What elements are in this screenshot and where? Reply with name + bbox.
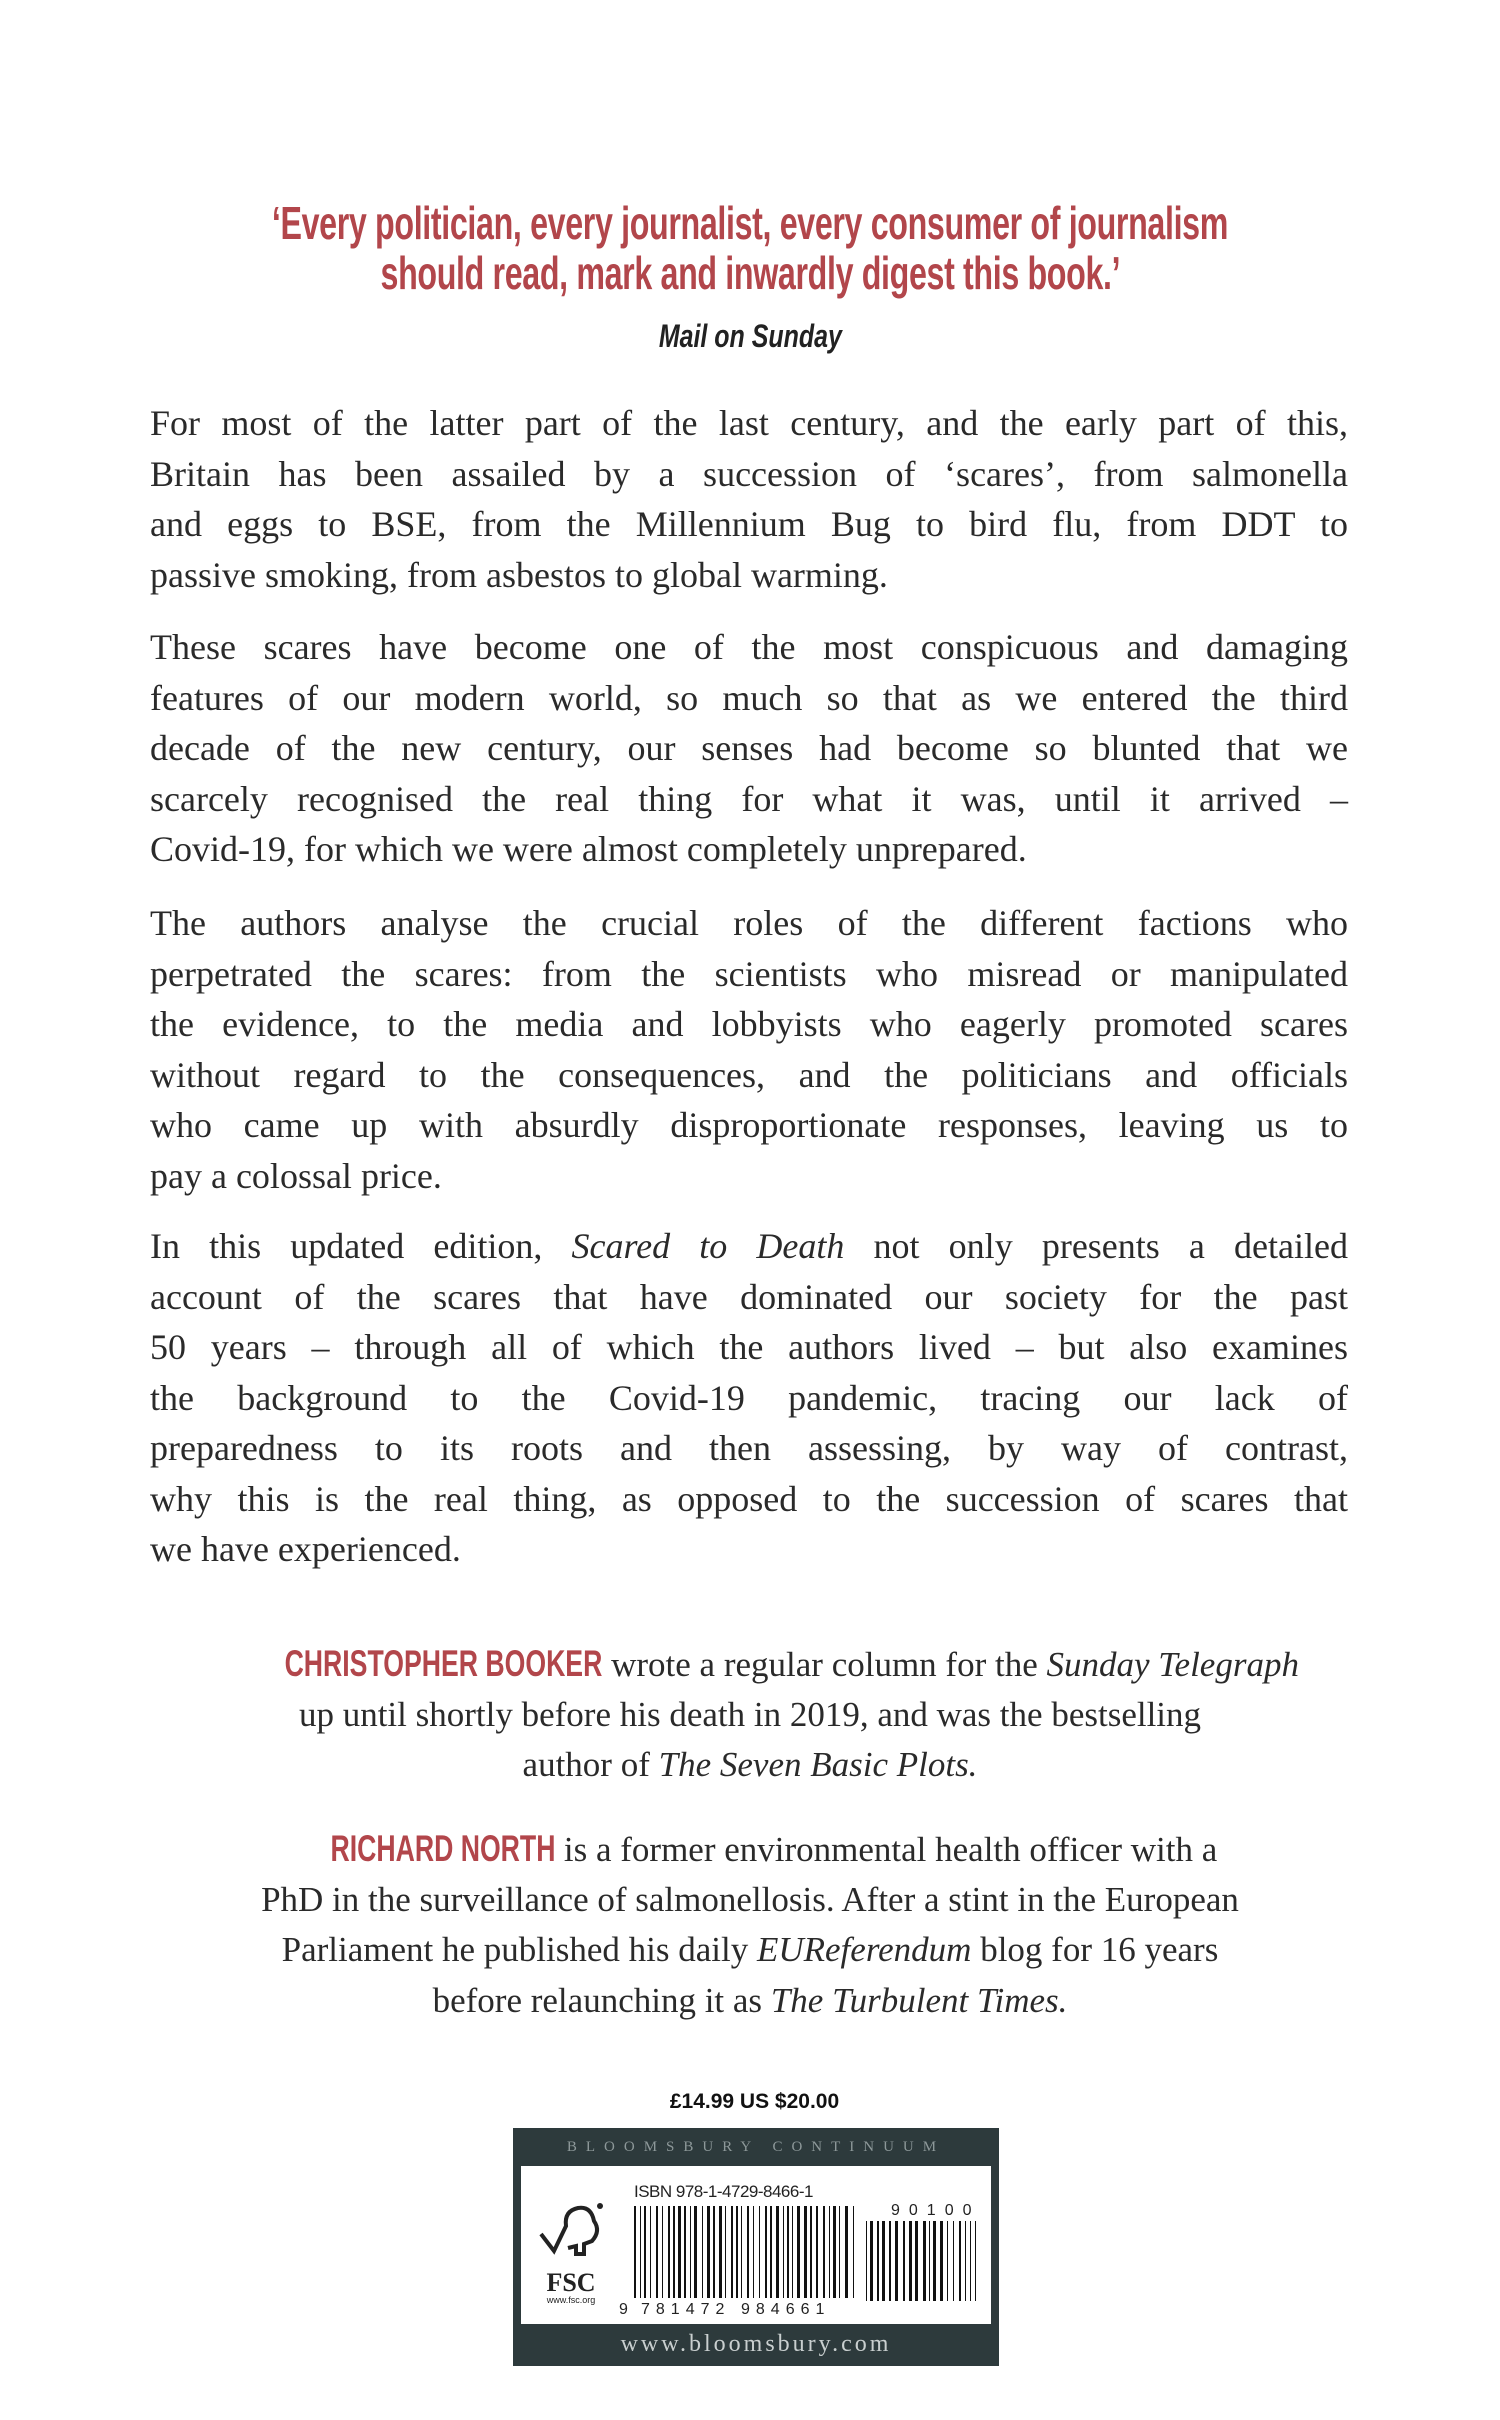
text-line bbox=[150, 1976, 1350, 2027]
barcode-bar bbox=[903, 2221, 905, 2301]
barcode-bar bbox=[702, 2206, 703, 2298]
review-quote bbox=[0, 198, 1500, 298]
addon-digits: 90100 bbox=[891, 2202, 981, 2219]
paragraph bbox=[150, 398, 1348, 600]
barcode-bar bbox=[759, 2206, 760, 2298]
text-line bbox=[150, 1151, 1348, 1202]
barcode-panel bbox=[513, 2128, 999, 2366]
text-line bbox=[150, 824, 1348, 875]
text-run: the background to the Covid-19 pandemic, tracing our lack of bbox=[150, 1377, 1348, 1418]
text-run: preparedness to its roots and then assessing, by way of contrast, bbox=[150, 1428, 1348, 1468]
text-run: account of the scares that have dominated our society for the past bbox=[150, 1276, 1348, 1317]
barcode-bar bbox=[833, 2206, 836, 2298]
barcode-digits: 984661 bbox=[741, 2301, 831, 2318]
italic-title: EUReferendum bbox=[756, 1930, 972, 1969]
text-line bbox=[150, 1639, 1350, 1690]
barcode-bar bbox=[965, 2221, 966, 2301]
text-line bbox=[150, 1524, 1348, 1575]
barcode-addon bbox=[866, 2221, 976, 2307]
website: www.bloomsbury.com bbox=[620, 2331, 892, 2357]
author-bio bbox=[150, 1824, 1350, 2026]
text-line bbox=[150, 1221, 1348, 1272]
barcode-bar bbox=[816, 2206, 818, 2298]
text-line bbox=[150, 1740, 1350, 1791]
author-bio bbox=[150, 1639, 1350, 1791]
text-run: The authors analyse the crucial roles of the different factions who bbox=[150, 903, 1348, 943]
text-line bbox=[150, 1423, 1348, 1474]
barcode-bar bbox=[804, 2206, 807, 2298]
barcode-bar bbox=[678, 2206, 681, 2298]
text-line bbox=[150, 1100, 1348, 1151]
barcode-bar bbox=[810, 2206, 812, 2298]
barcode-bar bbox=[731, 2206, 733, 2298]
text-run: blog for 16 years bbox=[971, 1930, 1219, 1969]
text-run: pay a colossal price. bbox=[150, 1155, 442, 1196]
quote-line: should read, mark and inwardly digest this book.’ bbox=[380, 247, 1120, 299]
barcode-bar bbox=[866, 2221, 867, 2301]
barcode-bar bbox=[953, 2221, 954, 2301]
author-name: RICHARD NORTH bbox=[330, 1828, 556, 1869]
quote-line: ‘Every politician, every journalist, every consumer of journalism bbox=[271, 197, 1229, 249]
text-run: decade of the new century, our senses had become so blunted that we bbox=[150, 728, 1348, 768]
barcode-bar bbox=[940, 2221, 943, 2301]
barcode-bar bbox=[792, 2206, 793, 2298]
barcode-bar bbox=[719, 2206, 722, 2298]
text-run: up until shortly before his death in 2019, and was the bestselling bbox=[298, 1694, 1202, 1734]
price: £14.99 US $20.00 bbox=[669, 2090, 840, 2113]
text-run: 50 years – through all of which the authors lived – but also examines bbox=[150, 1327, 1348, 1367]
barcode-bar bbox=[933, 2221, 936, 2301]
text-line bbox=[150, 1322, 1348, 1373]
text-run: passive smoking, from asbestos to global warming. bbox=[150, 554, 888, 595]
barcode-bar bbox=[765, 2206, 767, 2298]
text-run: These scares have become one of the most conspicuous and damaging bbox=[150, 627, 1348, 667]
author-name: CHRISTOPHER BOOKER bbox=[284, 1643, 603, 1684]
publisher-name: BLOOMSBURY CONTINUUM bbox=[566, 2139, 946, 2155]
barcode-bar bbox=[707, 2206, 710, 2298]
italic-title: The Turbulent Times. bbox=[770, 1980, 1068, 2020]
text-run: why this is the real thing, as opposed to the succession of scares that bbox=[150, 1478, 1348, 1519]
barcode-bar bbox=[662, 2206, 663, 2298]
barcode-area bbox=[521, 2166, 991, 2324]
barcode-bar bbox=[776, 2206, 779, 2298]
text-run: and eggs to BSE, from the Millennium Bug to bird flu, from DDT to bbox=[150, 504, 1348, 544]
text-run: we have experienced. bbox=[150, 1529, 461, 1569]
text-line bbox=[150, 898, 1348, 949]
paragraph bbox=[150, 898, 1348, 1201]
fsc-logo bbox=[531, 2196, 611, 2305]
text-run: before relaunching it as bbox=[432, 1980, 771, 2020]
paragraph bbox=[150, 622, 1348, 875]
text-run: PhD in the surveillance of salmonellosis. After a stint in the European bbox=[261, 1879, 1239, 1919]
text-run: Britain has been assailed by a succession of ‘scares’, from salmonella bbox=[150, 453, 1348, 494]
barcode-bar bbox=[882, 2221, 885, 2301]
barcode-bar bbox=[929, 2221, 930, 2301]
text-run: without regard to the consequences, and the politicians and officials bbox=[150, 1054, 1348, 1095]
barcode-bar bbox=[694, 2206, 697, 2298]
text-line bbox=[150, 1925, 1350, 1976]
text-run: features of our modern world, so much so that as we entered the third bbox=[150, 677, 1348, 718]
text-line bbox=[150, 499, 1348, 550]
barcode-bar bbox=[787, 2206, 789, 2298]
barcode-bar bbox=[947, 2221, 948, 2301]
text-line bbox=[150, 449, 1348, 500]
text-line bbox=[150, 1272, 1348, 1323]
barcode-bar bbox=[823, 2206, 825, 2298]
barcode-bar bbox=[741, 2206, 742, 2298]
text-run: wrote a regular column for the bbox=[602, 1645, 1047, 1684]
text-run: Parliament he published his daily bbox=[281, 1930, 757, 1969]
italic-title: Scared to Death bbox=[571, 1226, 845, 1266]
barcode-bar bbox=[753, 2206, 754, 2298]
paragraph bbox=[150, 1221, 1348, 1575]
quote-source-text: Mail on Sunday bbox=[658, 318, 842, 354]
text-run: In this updated edition, bbox=[150, 1226, 572, 1266]
text-line bbox=[150, 398, 1348, 449]
fsc-tree-icon bbox=[536, 2196, 606, 2266]
isbn: ISBN 978-1-4729-8466-1 bbox=[634, 2182, 813, 2201]
fsc-url: www.fsc.org bbox=[546, 2295, 596, 2305]
text-line bbox=[150, 999, 1348, 1050]
text-line bbox=[150, 723, 1348, 774]
barcode-digits: 781472 bbox=[641, 2301, 731, 2318]
barcode-bar bbox=[725, 2206, 726, 2298]
text-line bbox=[150, 1875, 1350, 1926]
barcode-bar bbox=[923, 2221, 926, 2301]
barcode-bar bbox=[783, 2206, 784, 2298]
barcode-bar bbox=[975, 2221, 976, 2301]
quote-source bbox=[0, 318, 1500, 355]
text-line bbox=[150, 1690, 1350, 1741]
text-line bbox=[150, 774, 1348, 825]
barcode-bar bbox=[673, 2206, 675, 2298]
barcode-bar bbox=[736, 2206, 738, 2298]
barcode-bar bbox=[690, 2206, 691, 2298]
barcode-bar bbox=[909, 2221, 912, 2301]
barcode-bar bbox=[829, 2206, 830, 2298]
text-line bbox=[150, 949, 1348, 1000]
text-run: Covid-19, for which we were almost completely unprepared. bbox=[150, 829, 1027, 869]
text-line bbox=[150, 673, 1348, 724]
text-line bbox=[150, 1474, 1348, 1525]
barcode-bar bbox=[747, 2206, 749, 2298]
barcode-bar bbox=[839, 2206, 840, 2298]
text-run: scarcely recognised the real thing for what it was, until it arrived – bbox=[150, 778, 1348, 819]
text-run: perpetrated the scares: from the scientists who misread or manipulated bbox=[150, 953, 1348, 994]
text-run: who came up with absurdly disproportionate responses, leaving us to bbox=[150, 1105, 1348, 1145]
text-line bbox=[150, 550, 1348, 601]
barcode-bar bbox=[713, 2206, 715, 2298]
barcode-bar bbox=[770, 2206, 772, 2298]
text-line bbox=[150, 1050, 1348, 1101]
barcode-bar bbox=[970, 2221, 971, 2301]
barcode-bar bbox=[845, 2206, 848, 2298]
barcode-digit: 9 bbox=[619, 2301, 634, 2318]
text-run: author of bbox=[522, 1745, 659, 1784]
text-run: not only presents a detailed bbox=[844, 1226, 1348, 1266]
barcode-bar bbox=[650, 2206, 651, 2298]
barcode-bar bbox=[656, 2206, 658, 2298]
barcode-bar bbox=[797, 2206, 800, 2298]
text-line bbox=[150, 1824, 1350, 1875]
italic-title: Sunday Telegraph bbox=[1046, 1645, 1299, 1684]
barcode-bar bbox=[634, 2206, 636, 2298]
barcode-bar bbox=[853, 2206, 854, 2298]
barcode-bar bbox=[668, 2206, 670, 2298]
italic-title: The Seven Basic Plots. bbox=[658, 1745, 978, 1784]
barcode-bar bbox=[684, 2206, 686, 2298]
text-run: is a former environmental health officer with a bbox=[555, 1830, 1218, 1869]
text-run: the evidence, to the media and lobbyists who eagerly promoted scares bbox=[150, 1004, 1348, 1044]
text-run: For most of the latter part of the last century, and the early part of this, bbox=[150, 403, 1348, 443]
text-line bbox=[150, 1373, 1348, 1424]
barcode-main bbox=[634, 2206, 854, 2306]
fsc-label: FSC bbox=[546, 2268, 596, 2297]
barcode-bar bbox=[915, 2221, 918, 2301]
text-line bbox=[150, 622, 1348, 673]
barcode-bar bbox=[640, 2206, 641, 2298]
barcode-bar bbox=[870, 2221, 873, 2301]
barcode-bar bbox=[889, 2221, 891, 2301]
barcode-bar bbox=[959, 2221, 961, 2301]
barcode-bar bbox=[877, 2221, 879, 2301]
barcode-bar bbox=[644, 2206, 646, 2298]
barcode-bar bbox=[895, 2221, 898, 2301]
